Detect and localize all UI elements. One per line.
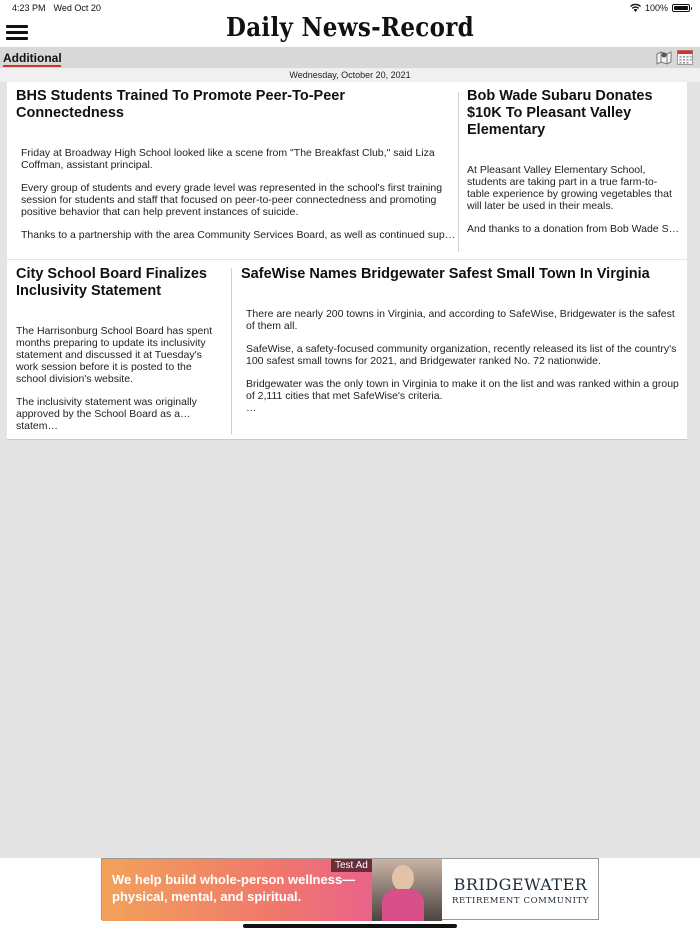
article-card[interactable] [16,88,456,252]
top-bar [0,0,700,47]
wifi-icon [630,4,641,12]
ad-photo-person-body [382,889,424,921]
article-summary [467,164,679,235]
section-tab-indicator [3,65,61,67]
calendar-icon[interactable] [677,49,693,65]
article-headline[interactable]: City School Board Finalizes Inclusivity Statement [16,266,207,299]
article-card[interactable] [241,266,679,414]
ad-brand-subtitle: RETIREMENT COMMUNITY [451,896,590,906]
article-paragraph: The inclusivity statement was originally approved by the School Board as a statem… [16,396,197,432]
ad-brand [442,859,599,921]
article-summary [16,147,456,241]
row-divider [7,259,687,260]
article-paragraph: And thanks to a donation from Bob Wade S… [467,223,680,235]
article-summary [241,308,679,414]
article-headline[interactable]: Bob Wade Subaru Donates $10K To Pleasant Valley Elementary [467,88,653,138]
column-divider [458,92,459,252]
article-headline[interactable]: BHS Students Trained To Promote Peer-To-Peer Connectedness [16,88,345,121]
article-paragraph: SafeWise, a safety-focused community organization, recently released its list of the country's 100 safest small towns for 2021, and Bridgewater ranked No. 72 nationwide. [246,343,677,367]
article-paragraph: At Pleasant Valley Elementary School, students are taking part in a true farm-to-table experience by growing vegetables that will later be used in their meals. [467,164,672,212]
map-icon[interactable] [656,51,672,65]
article-paragraph: Bridgewater was the only town in Virginia to make it on the list and was ranked within a group of 2,111 cities that met SafeWise's criteria. [246,378,679,402]
article-paragraph: Thanks to a partnership with the area Community Services Board, as well as continued sup… [21,229,456,241]
section-bar [0,47,700,68]
article-card[interactable] [467,88,679,246]
ad-brand-name: BRIDGEWATER [453,875,588,894]
ad-photo-person [392,865,414,891]
article-paragraph: Every group of students and every grade level was represented in the school's first training session for students and staff that focused on peer-to-peer connectedness and promoting positive behavior that can help prevent instances of suicide. [21,182,443,218]
article-paragraph: Friday at Broadway High School looked like a scene from "The Breakfast Club," said Liza Coffman, assistant principal. [21,147,435,171]
status-date: Wed Oct 20 [53,3,101,13]
article-paragraph: The Harrisonburg School Board has spent months preparing to update its inclusivity statement and discussed it at Tuesday's work session before it is posted to the school division's website. [16,325,213,385]
edition-date: Wednesday, October 20, 2021 [0,68,700,82]
article-headline[interactable]: SafeWise Names Bridgewater Safest Small Town In Virginia [241,266,650,282]
masthead-logo: Daily News-Record [225,11,475,44]
articles-panel [7,82,687,440]
battery-percent: 100% [644,3,668,13]
article-paragraph: There are nearly 200 towns in Virginia, and according to SafeWise, Bridgewater is the safest of them all. [246,308,675,332]
column-divider [231,268,232,434]
article-paragraph: … [246,402,257,414]
status-time-text: 4:23 PM [12,3,46,13]
ad-headline [112,871,355,905]
ad-line: physical, mental, and spiritual. [112,889,302,904]
section-tab-additional[interactable]: Additional [3,51,62,65]
ad-line: We help build whole-person wellness— [112,872,356,887]
test-ad-badge: Test Ad [331,859,372,872]
battery-icon [672,4,690,12]
article-summary [16,325,224,432]
home-indicator[interactable] [243,924,457,928]
article-card[interactable] [16,266,224,431]
banner-ad[interactable] [101,858,599,920]
